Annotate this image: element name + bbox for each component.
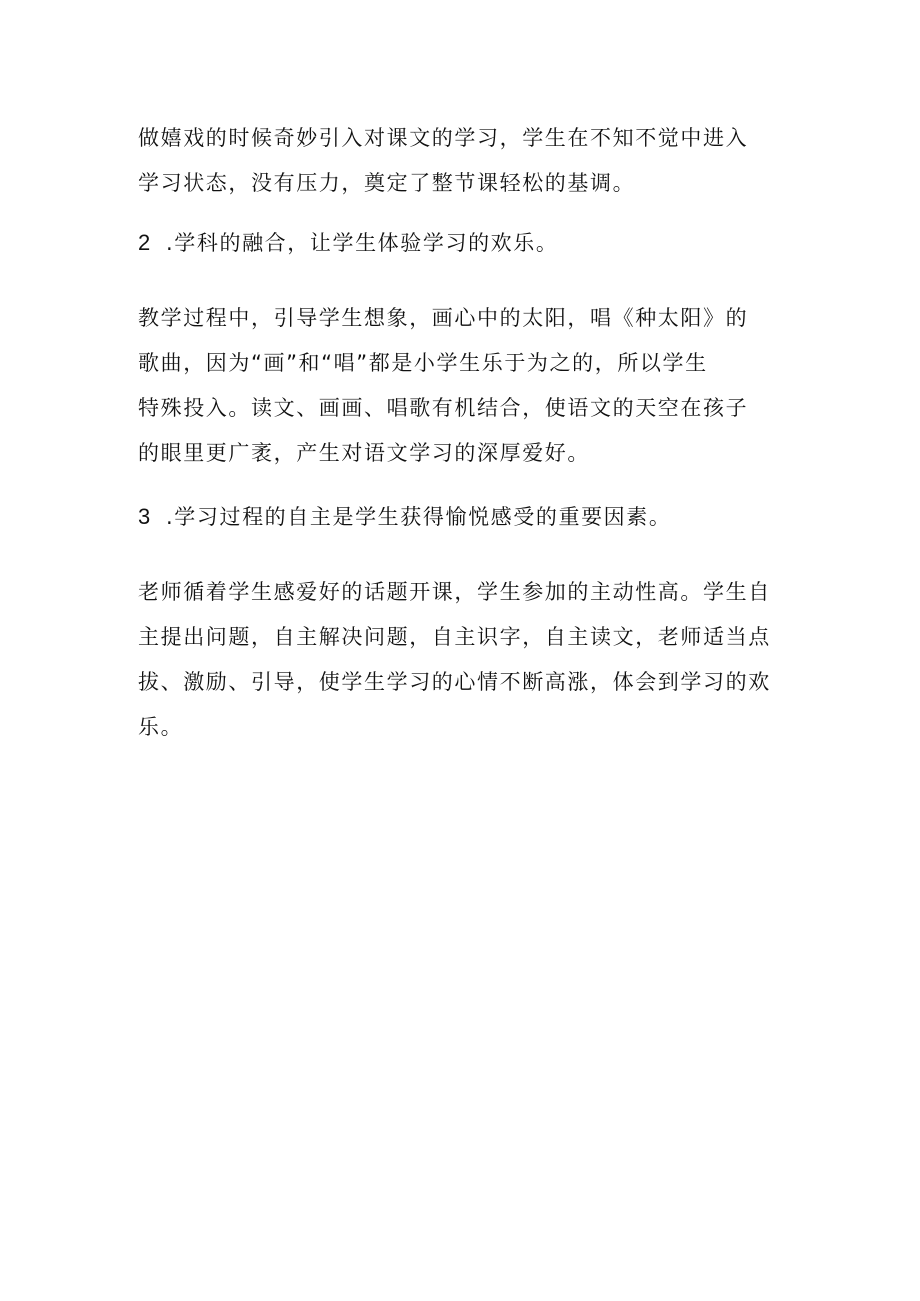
- paragraph-section-3: [138, 570, 788, 750]
- text-line: 的眼里更广袤，产生对语文学习的深厚爱好。: [138, 441, 590, 465]
- paragraph-intro: [138, 116, 788, 206]
- section-heading-2: [138, 228, 558, 258]
- text-line: 做嬉戏的时候奇妙引入对课文的学习，学生在不知不觉中进入: [138, 126, 749, 150]
- text-line: 主提出问题，自主解决问题，自主识字，自主读文，老师适当点: [138, 625, 771, 649]
- text-line: 拔、激励、引导，使学生学习的心情不断高涨，体会到学习的欢: [138, 670, 771, 694]
- heading-number: 2: [138, 230, 151, 255]
- heading-text: .学习过程的自主是学生获得愉悦感受的重要因素。: [166, 505, 672, 529]
- text-line: 乐。: [138, 715, 184, 739]
- paragraph-section-2: [138, 296, 788, 476]
- text-line: 特殊投入。读文、画画、唱歌有机结合，使语文的天空在孩子: [138, 396, 749, 420]
- text-line: 学习状态，没有压力，奠定了整节课轻松的基调。: [138, 171, 636, 195]
- section-heading-3: [138, 502, 671, 532]
- text-line: 教学过程中，引导学生想象，画心中的太阳，唱《种太阳》的: [138, 306, 749, 330]
- heading-text: .学科的融合，让学生体验学习的欢乐。: [166, 231, 559, 255]
- text-line: 老师循着学生感爱好的话题开课，学生参加的主动性高。学生自: [138, 580, 771, 604]
- heading-number: 3: [138, 504, 151, 529]
- text-line: 歌曲，因为“画”和“唱”都是小学生乐于为之的，所以学生: [138, 351, 708, 375]
